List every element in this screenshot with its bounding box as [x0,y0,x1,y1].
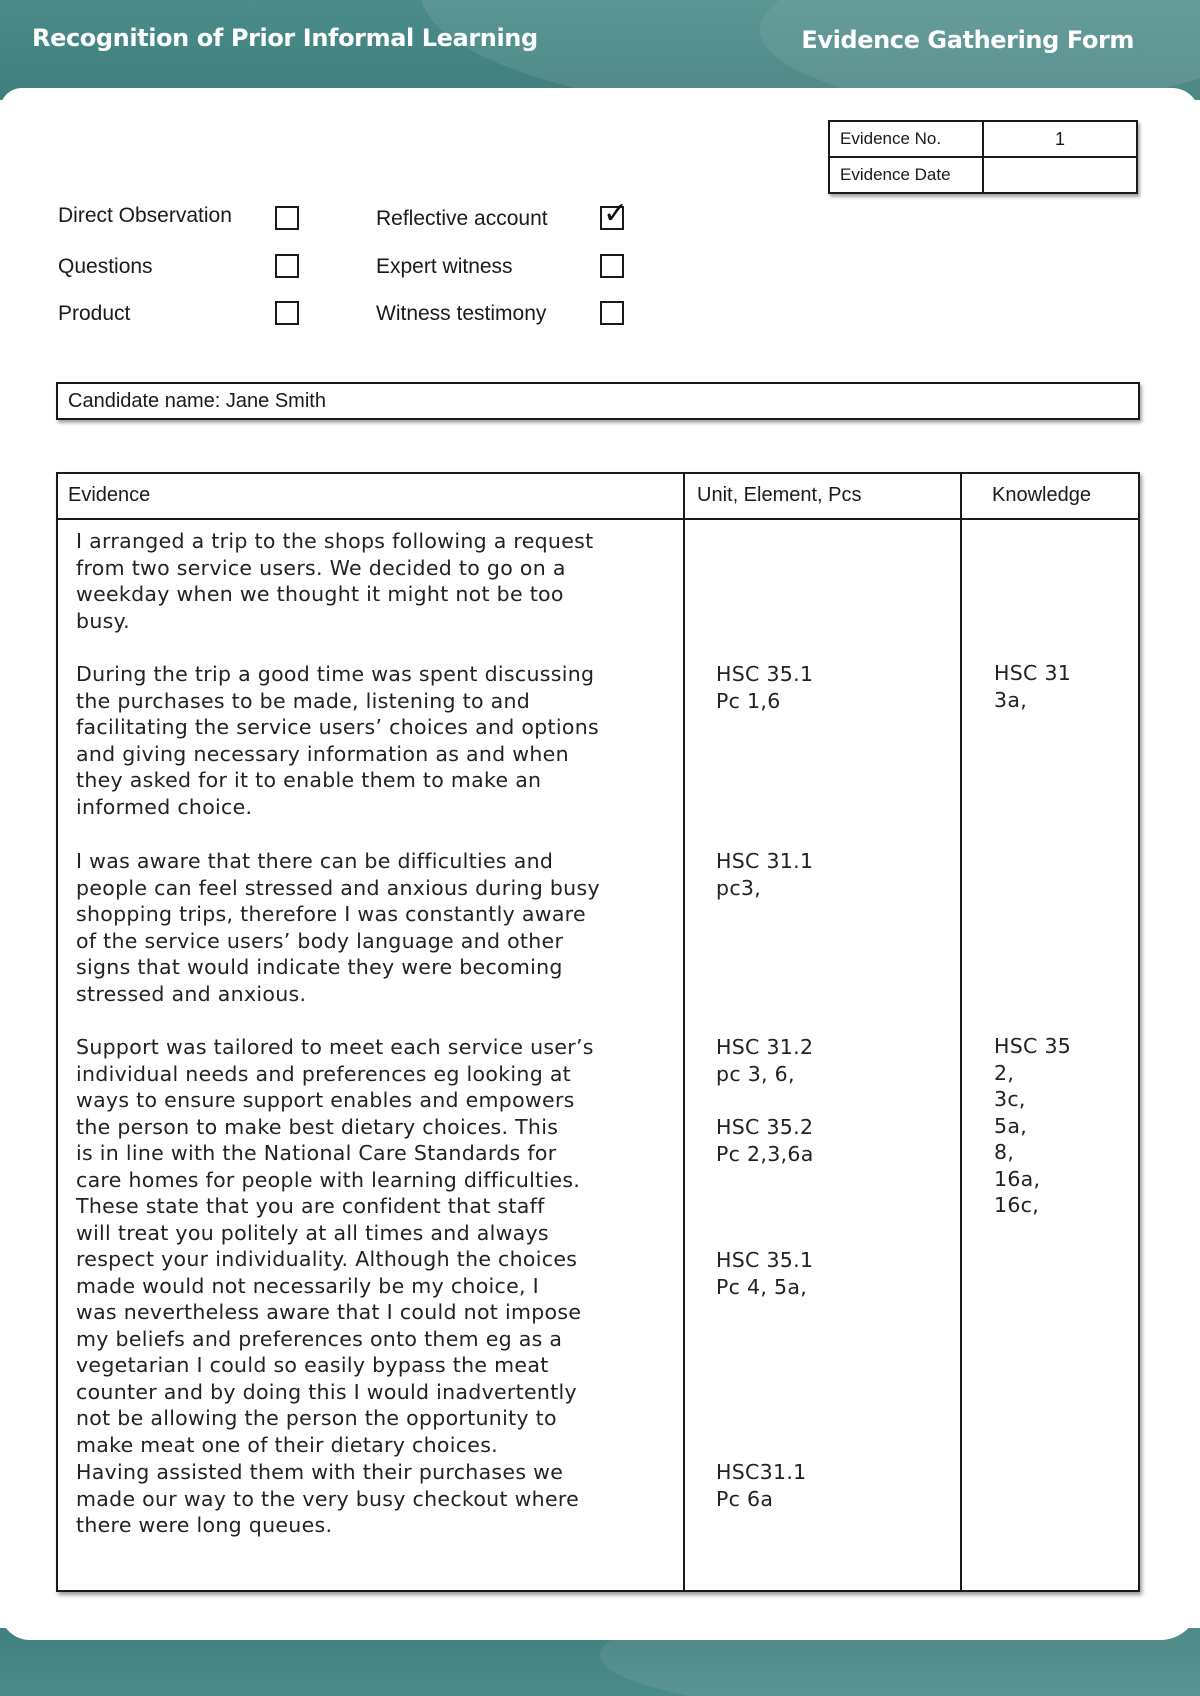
text-line: informed choice. [76,794,253,819]
product-label: Product [58,302,131,325]
text-line: there were long queues. [76,1513,333,1537]
text-line: make meat one of their dietary choices. [76,1432,498,1457]
text-line: I arranged a trip to the shops following a request [76,529,594,553]
questions-checkbox[interactable] [275,254,299,278]
text-line: HSC 31.2 [716,1035,814,1059]
text-line: HSC 31 [994,661,1072,685]
text-line: is in line with the National Care Standards for [76,1141,557,1165]
text-line: These state that you are confident that staff [76,1194,545,1218]
text-line: not be allowing the person the opportunity to [76,1406,557,1430]
text-line: care homes for people with learning difficulties. [76,1167,581,1192]
text-line: stressed and anxious. [76,981,307,1006]
text-line: made would not necessarily be my choice, I [76,1273,539,1298]
text-line: Having assisted them with their purchases we [76,1460,564,1484]
text-line: 5a, [994,1113,1028,1138]
text-line: Pc 4, 5a, [716,1274,808,1299]
text-line: will treat you politely at all times and always [76,1220,549,1245]
text-line: the person to make best dietary choices. This [76,1114,559,1139]
text-line: 8, [994,1140,1015,1164]
column-divider [683,474,685,1590]
text-line: busy. [76,608,130,633]
text-line: Support was tailored to meet each service user’s [76,1035,594,1059]
product-checkbox[interactable] [275,301,299,325]
text-line: HSC31.1 [716,1460,807,1484]
text-line: the purchases to be made, listening to and [76,688,531,713]
text-line: made our way to the very busy checkout where [76,1486,580,1511]
text-line: vegetarian I could so easily bypass the meat [76,1353,549,1377]
text-line: facilitating the service users’ choices and options [76,715,599,739]
evidence-info-table [828,120,1138,194]
direct-observation-checkbox[interactable] [275,206,299,230]
evidence-paragraph [76,1459,636,1539]
text-line: 16c, [994,1193,1040,1217]
footer-curve [0,1600,1200,1640]
text-line: pc 3, 6, [716,1061,795,1086]
questions-label: Questions [58,255,153,278]
text-line: HSC 35 [994,1034,1072,1058]
candidate-name-value: Jane Smith [225,390,326,412]
header-banner [0,0,1200,100]
unit-column-header: Unit, Element, Pcs [697,484,862,506]
column-divider [960,474,962,1590]
text-line: they asked for it to enable them to make an [76,768,542,792]
unit-reference [716,848,813,901]
text-line: I was aware that there can be difficulties and [76,849,554,873]
text-line: Pc 6a [716,1486,774,1511]
text-line: 3c, [994,1087,1026,1111]
text-line: HSC 35.1 [716,1248,814,1272]
candidate-name-label: Candidate name: [68,390,221,412]
check-icon: ✓ [603,196,629,231]
text-line: of the service users’ body language and other [76,928,564,953]
evidence-table-header [58,474,1138,520]
text-line: During the trip a good time was spent discussing [76,662,595,686]
knowledge-reference [994,660,1071,713]
knowledge-reference [994,1033,1071,1219]
evidence-no-field[interactable]: 1 [983,121,1137,157]
text-line: shopping trips, therefore I was constantly aware [76,902,586,926]
text-line: 2, [994,1060,1015,1085]
evidence-column-header: Evidence [68,484,151,506]
evidence-paragraph [76,528,636,634]
unit-reference [716,1247,813,1300]
expert-witness-checkbox[interactable] [600,254,624,278]
text-line: 16a, [994,1166,1041,1191]
text-line: weekday when we thought it might not be too [76,582,564,606]
text-line: was nevertheless aware that I could not impose [76,1300,582,1324]
text-line: HSC 35.2 [716,1115,814,1139]
text-line: signs that would indicate they were becoming [76,955,563,979]
text-line: and giving necessary information as and when [76,741,569,766]
text-line: Pc 1,6 [716,688,781,713]
text-line: respect your individuality. Although the choices [76,1247,578,1271]
evidence-paragraph [76,1034,636,1458]
expert-witness-label: Expert witness [376,255,513,278]
direct-observation-label: Direct Observation [58,204,232,227]
text-line: individual needs and preferences eg looking at [76,1061,572,1086]
evidence-paragraph [76,848,636,1007]
unit-reference [716,1114,814,1167]
evidence-table [56,472,1140,1592]
witness-testimony-label: Witness testimony [376,302,547,325]
knowledge-column-header: Knowledge [992,484,1091,506]
evidence-paragraph [76,661,636,820]
text-line: my beliefs and preferences onto them eg as a [76,1326,563,1351]
form-series-title: Recognition of Prior Informal Learning [32,24,538,52]
text-line: HSC 35.1 [716,662,814,686]
text-line: people can feel stressed and anxious during busy [76,875,600,900]
unit-reference [716,661,813,714]
evidence-date-field[interactable] [983,157,1137,193]
reflective-account-checkbox[interactable] [600,196,629,231]
unit-reference [716,1034,813,1087]
text-line: ways to ensure support enables and empowers [76,1088,575,1112]
form-title: Evidence Gathering Form [801,26,1134,54]
reflective-account-label: Reflective account [376,207,548,230]
evidence-no-label: Evidence No. [829,121,983,157]
evidence-date-label: Evidence Date [829,157,983,193]
text-line: from two service users. We decided to go on a [76,555,566,580]
candidate-name-field[interactable] [56,382,1140,420]
text-line: pc3, [716,875,762,900]
text-line: Pc 2,3,6a [716,1141,814,1166]
text-line: 3a, [994,687,1028,712]
unit-reference [716,1459,807,1512]
text-line: counter and by doing this I would inadvertently [76,1379,577,1404]
witness-testimony-checkbox[interactable] [600,301,624,325]
text-line: HSC 31.1 [716,849,814,873]
